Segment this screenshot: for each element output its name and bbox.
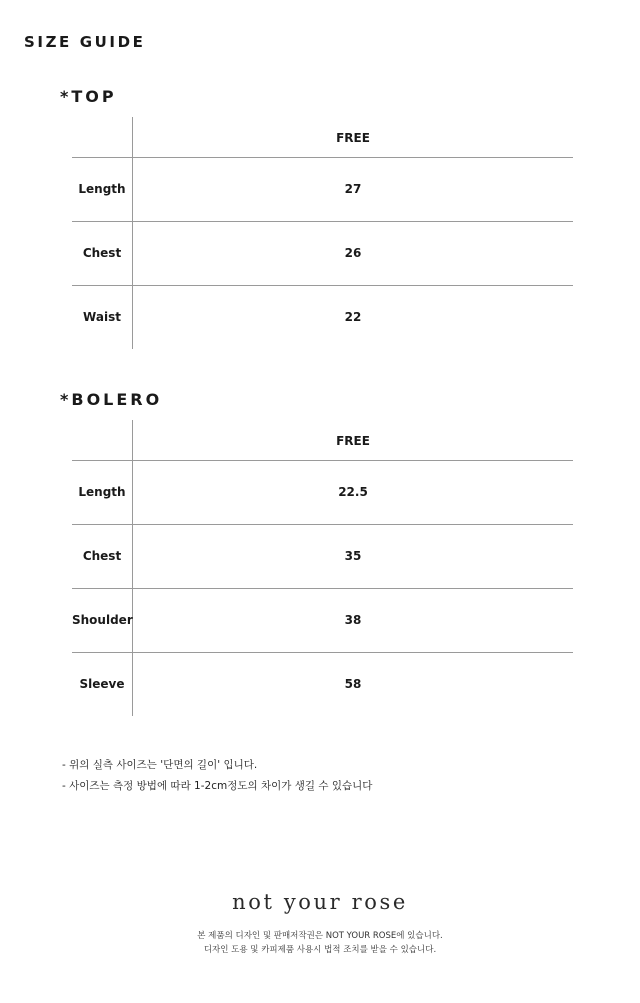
size-notes bbox=[62, 755, 372, 797]
row-value: 22 bbox=[344, 310, 362, 324]
copyright-notice bbox=[0, 929, 640, 957]
note-line: - 사이즈는 측정 방법에 따라 1-2cm정도의 차이가 생길 수 있습니다 bbox=[62, 780, 373, 792]
row-value: 22.5 bbox=[338, 485, 368, 499]
section-title-bolero: *BOLERO bbox=[60, 390, 163, 409]
legal-line: 디자인 도용 및 카피제품 사용시 법적 조치를 받을 수 있습니다. bbox=[203, 945, 437, 955]
row-value: 35 bbox=[344, 549, 362, 563]
page-title: SIZE GUIDE bbox=[24, 33, 146, 51]
row-label: Sleeve bbox=[79, 677, 125, 691]
table-row bbox=[72, 525, 573, 589]
table-row bbox=[72, 461, 573, 525]
row-label: Shoulder bbox=[72, 613, 133, 627]
legal-line: 본 제품의 디자인 및 판매저작권은 NOT YOUR ROSE에 있습니다. bbox=[197, 931, 443, 941]
table-header bbox=[72, 420, 573, 461]
row-label: Length bbox=[78, 182, 126, 196]
table-row bbox=[72, 158, 573, 222]
row-value: 26 bbox=[344, 246, 362, 260]
size-table-bolero bbox=[72, 420, 573, 716]
note-line: - 위의 실측 사이즈는 '단면의 길이' 입니다. bbox=[62, 759, 258, 771]
row-label: Length bbox=[78, 485, 126, 499]
brand-logo: not your rose bbox=[232, 890, 408, 914]
column-header-free: FREE bbox=[336, 434, 370, 448]
table-row bbox=[72, 286, 573, 349]
column-header-free: FREE bbox=[336, 131, 370, 145]
row-label: Chest bbox=[82, 246, 122, 260]
table-row bbox=[72, 222, 573, 286]
table-row bbox=[72, 589, 573, 653]
table-row bbox=[72, 653, 573, 716]
section-title-top: *TOP bbox=[60, 87, 117, 106]
row-value: 27 bbox=[344, 182, 362, 196]
row-value: 58 bbox=[344, 677, 362, 691]
row-value: 38 bbox=[344, 613, 362, 627]
row-label: Waist bbox=[83, 310, 121, 324]
table-header bbox=[72, 117, 573, 158]
row-label: Chest bbox=[82, 549, 122, 563]
size-table-top bbox=[72, 117, 573, 349]
